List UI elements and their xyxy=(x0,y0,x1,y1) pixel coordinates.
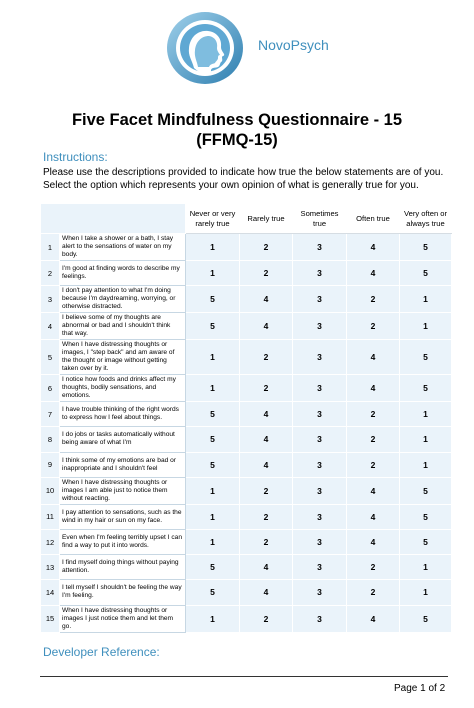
column-header: Often true xyxy=(347,204,400,234)
head-profile-logo-icon xyxy=(164,10,246,86)
score-option[interactable]: 4 xyxy=(240,286,293,313)
score-option[interactable]: 1 xyxy=(186,605,240,632)
item-number: 12 xyxy=(41,529,60,554)
score-option[interactable]: 2 xyxy=(347,286,400,313)
item-number: 14 xyxy=(41,580,60,605)
header-logo-area xyxy=(0,0,474,90)
header-blank-cell xyxy=(41,204,186,234)
score-option[interactable]: 2 xyxy=(347,402,400,427)
score-option[interactable]: 5 xyxy=(400,234,452,261)
score-option[interactable]: 4 xyxy=(347,234,400,261)
item-number: 3 xyxy=(41,286,60,313)
title-line-2: (FFMQ-15) xyxy=(196,131,278,149)
score-option[interactable]: 1 xyxy=(186,477,240,504)
score-option[interactable]: 5 xyxy=(186,313,240,340)
score-option[interactable]: 2 xyxy=(240,605,293,632)
table-row xyxy=(41,529,452,554)
score-option[interactable]: 3 xyxy=(293,234,347,261)
score-option[interactable]: 3 xyxy=(293,286,347,313)
score-option[interactable]: 1 xyxy=(186,234,240,261)
table-row xyxy=(41,452,452,477)
score-option[interactable]: 5 xyxy=(186,555,240,580)
table-row xyxy=(41,580,452,605)
score-option[interactable]: 4 xyxy=(347,605,400,632)
score-option[interactable]: 5 xyxy=(186,286,240,313)
item-statement: I'm good at finding words to describe my feelings. xyxy=(60,261,186,286)
score-option[interactable]: 4 xyxy=(347,477,400,504)
score-option[interactable]: 3 xyxy=(293,452,347,477)
table-row xyxy=(41,402,452,427)
brand-name: NovoPsych xyxy=(258,37,329,53)
score-option[interactable]: 1 xyxy=(186,261,240,286)
score-option[interactable]: 3 xyxy=(293,555,347,580)
score-option[interactable]: 5 xyxy=(186,427,240,452)
score-option[interactable]: 1 xyxy=(400,427,452,452)
score-option[interactable]: 5 xyxy=(186,580,240,605)
table-row xyxy=(41,340,452,375)
score-option[interactable]: 1 xyxy=(186,529,240,554)
score-option[interactable]: 1 xyxy=(186,504,240,529)
table-row xyxy=(41,555,452,580)
score-option[interactable]: 4 xyxy=(347,340,400,375)
score-option[interactable]: 3 xyxy=(293,580,347,605)
score-option[interactable]: 1 xyxy=(400,402,452,427)
questionnaire-table xyxy=(40,203,452,633)
item-number: 9 xyxy=(41,452,60,477)
table-row xyxy=(41,504,452,529)
item-number: 1 xyxy=(41,234,60,261)
item-number: 15 xyxy=(41,605,60,632)
score-option[interactable]: 4 xyxy=(240,580,293,605)
item-number: 4 xyxy=(41,313,60,340)
column-header: Sometimes true xyxy=(293,204,347,234)
score-option[interactable]: 3 xyxy=(293,261,347,286)
score-option[interactable]: 3 xyxy=(293,340,347,375)
table-row xyxy=(41,605,452,632)
score-option[interactable]: 1 xyxy=(400,555,452,580)
title-line-1: Five Facet Mindfulness Questionnaire - 15 xyxy=(71,111,403,129)
score-option[interactable]: 3 xyxy=(293,504,347,529)
score-option[interactable]: 5 xyxy=(186,452,240,477)
score-option[interactable]: 2 xyxy=(240,261,293,286)
footer-divider xyxy=(40,676,448,677)
page-number: Page 1 of 2 xyxy=(394,683,446,694)
score-option[interactable]: 2 xyxy=(240,529,293,554)
developer-reference-heading: Developer Reference: xyxy=(43,645,160,659)
item-statement: When I have distressing thoughts or images I just notice them and let them go. xyxy=(60,605,186,632)
score-option[interactable]: 5 xyxy=(400,477,452,504)
header-row xyxy=(41,204,452,234)
score-option[interactable]: 3 xyxy=(293,477,347,504)
score-option[interactable]: 5 xyxy=(400,340,452,375)
item-statement: I do jobs or tasks automatically without being aware of what I'm xyxy=(60,427,186,452)
table-row xyxy=(41,261,452,286)
item-statement: When I have distressing thoughts or images I am able just to notice them without reacting. xyxy=(60,477,186,504)
score-option[interactable]: 3 xyxy=(293,427,347,452)
page-title xyxy=(0,110,474,150)
item-statement: I pay attention to sensations, such as the wind in my hair or sun on my face. xyxy=(60,504,186,529)
score-option[interactable]: 1 xyxy=(400,580,452,605)
item-statement: I notice how foods and drinks affect my thoughts, bodily sensations, and emotions. xyxy=(60,375,186,402)
score-option[interactable]: 2 xyxy=(347,555,400,580)
score-option[interactable]: 2 xyxy=(240,477,293,504)
item-statement: Even when I'm feeling terribly upset I can find a way to put it into words. xyxy=(60,529,186,554)
score-option[interactable]: 5 xyxy=(400,504,452,529)
instructions-heading: Instructions: xyxy=(43,150,108,164)
column-header: Rarely true xyxy=(240,204,293,234)
item-statement: When I take a shower or a bath, I stay alert to the sensations of water on my body. xyxy=(60,234,186,261)
score-option[interactable]: 2 xyxy=(240,375,293,402)
score-option[interactable]: 1 xyxy=(400,452,452,477)
score-option[interactable]: 4 xyxy=(347,504,400,529)
score-option[interactable]: 1 xyxy=(400,313,452,340)
score-option[interactable]: 1 xyxy=(186,340,240,375)
column-header: Never or very rarely true xyxy=(186,204,240,234)
score-option[interactable]: 2 xyxy=(347,580,400,605)
score-option[interactable]: 4 xyxy=(347,375,400,402)
score-option[interactable]: 4 xyxy=(347,261,400,286)
item-statement: I tell myself I shouldn't be feeling the way I'm feeling. xyxy=(60,580,186,605)
score-option[interactable]: 2 xyxy=(240,340,293,375)
score-option[interactable]: 3 xyxy=(293,375,347,402)
score-option[interactable]: 2 xyxy=(347,313,400,340)
score-option[interactable]: 4 xyxy=(240,427,293,452)
item-number: 5 xyxy=(41,340,60,375)
score-option[interactable]: 1 xyxy=(186,375,240,402)
score-option[interactable]: 5 xyxy=(400,261,452,286)
score-option[interactable]: 4 xyxy=(347,529,400,554)
item-statement: I believe some of my thoughts are abnormal or bad and I shouldn't think that way. xyxy=(60,313,186,340)
score-option[interactable]: 2 xyxy=(347,427,400,452)
item-number: 8 xyxy=(41,427,60,452)
score-option[interactable]: 4 xyxy=(240,555,293,580)
item-number: 7 xyxy=(41,402,60,427)
item-statement: I have trouble thinking of the right words to express how I feel about things. xyxy=(60,402,186,427)
score-option[interactable]: 5 xyxy=(186,402,240,427)
table-row xyxy=(41,286,452,313)
item-number: 13 xyxy=(41,555,60,580)
score-option[interactable]: 2 xyxy=(240,234,293,261)
column-header: Very often or always true xyxy=(400,204,452,234)
score-option[interactable]: 5 xyxy=(400,375,452,402)
item-number: 6 xyxy=(41,375,60,402)
score-option[interactable]: 4 xyxy=(240,452,293,477)
table-row xyxy=(41,313,452,340)
item-statement: I think some of my emotions are bad or inappropriate and I shouldn't feel xyxy=(60,452,186,477)
score-option[interactable]: 4 xyxy=(240,402,293,427)
item-statement: I find myself doing things without paying attention. xyxy=(60,555,186,580)
item-statement: When I have distressing thoughts or images, I "step back" and am aware of the thought or image without getting taken over by it. xyxy=(60,340,186,375)
item-number: 2 xyxy=(41,261,60,286)
score-option[interactable]: 1 xyxy=(400,286,452,313)
score-option[interactable]: 2 xyxy=(347,452,400,477)
item-number: 11 xyxy=(41,504,60,529)
score-option[interactable]: 5 xyxy=(400,605,452,632)
score-option[interactable]: 2 xyxy=(240,504,293,529)
score-option[interactable]: 3 xyxy=(293,529,347,554)
score-option[interactable]: 3 xyxy=(293,313,347,340)
score-option[interactable]: 3 xyxy=(293,402,347,427)
table-row xyxy=(41,375,452,402)
table-row xyxy=(41,477,452,504)
table-row xyxy=(41,427,452,452)
score-option[interactable]: 4 xyxy=(240,313,293,340)
item-statement: I don't pay attention to what I'm doing because I'm daydreaming, worrying, or otherwise distracted. xyxy=(60,286,186,313)
instructions-text: Please use the descriptions provided to indicate how true the below statements are of you. Select the option which represents your own opinion of what is generally true for you. xyxy=(43,167,444,191)
table-row xyxy=(41,234,452,261)
score-option[interactable]: 3 xyxy=(293,605,347,632)
item-number: 10 xyxy=(41,477,60,504)
score-option[interactable]: 5 xyxy=(400,529,452,554)
